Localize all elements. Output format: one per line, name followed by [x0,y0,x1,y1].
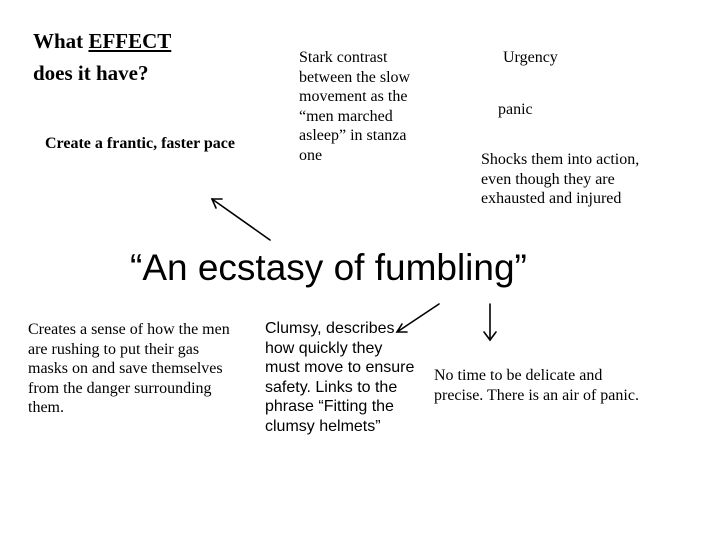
heading-suffix: does it have? [33,60,149,85]
central-quote: “An ecstasy of fumbling” [130,247,527,288]
heading-prefix: What [33,29,89,53]
stark-contrast-note: Stark contrast between the slow movement as the “men marched asleep” in stanza one [299,49,411,164]
arrow-to-no-time [484,304,496,340]
urgency-note: Urgency [503,49,558,66]
frantic-pace-note: Create a frantic, faster pace [45,135,235,152]
heading-emphasis: EFFECT [88,29,172,53]
clumsy-explanation: Clumsy, describes how quickly they must move to ensure safety. Links to the phrase “Fitting the clumsy helmets” [265,320,415,435]
arrow-to-frantic-pace [212,199,270,240]
arrow-to-clumsy [397,304,439,332]
no-time-explanation: No time to be delicate and precise. There is an air of panic. [434,367,639,404]
shocks-note: Shocks them into action, even though they are exhausted and injured [481,151,640,208]
rushing-explanation: Creates a sense of how the men are rushing to put their gas masks on and save themselves from the danger surrounding them. [28,321,230,417]
panic-note: panic [498,101,533,118]
